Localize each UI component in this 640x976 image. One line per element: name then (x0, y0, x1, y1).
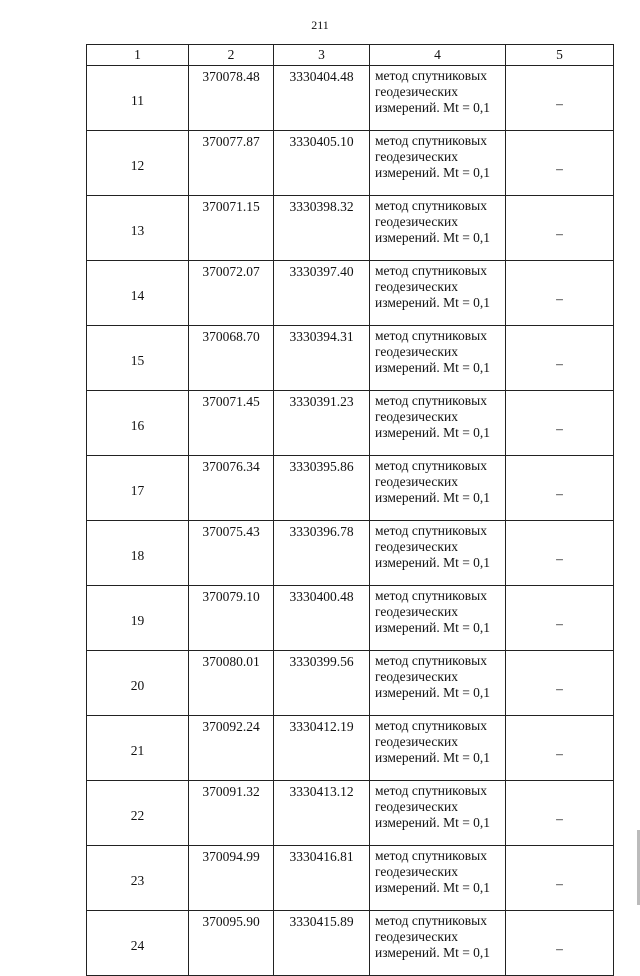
table-row (87, 131, 614, 196)
note-cell: – (506, 651, 614, 716)
method-cell: метод спутниковых геодезических измерений. Mt = 0,1 (370, 196, 506, 261)
header-row (87, 45, 614, 66)
column-header-4: 4 (370, 45, 506, 66)
column-header-5: 5 (506, 45, 614, 66)
method-cell: метод спутниковых геодезических измерений. Mt = 0,1 (370, 326, 506, 391)
method-cell: метод спутниковых геодезических измерений. Mt = 0,1 (370, 131, 506, 196)
x-coordinate-cell: 370091.32 (189, 781, 274, 846)
note-cell: – (506, 846, 614, 911)
table-row (87, 196, 614, 261)
table-row (87, 911, 614, 976)
y-coordinate-cell: 3330400.48 (274, 586, 370, 651)
point-number-cell: 11 (87, 66, 189, 131)
table-row (87, 586, 614, 651)
y-coordinate-cell: 3330405.10 (274, 131, 370, 196)
y-coordinate-cell: 3330396.78 (274, 521, 370, 586)
y-coordinate-cell: 3330397.40 (274, 261, 370, 326)
x-coordinate-cell: 370077.87 (189, 131, 274, 196)
page-number: 211 (311, 18, 329, 32)
note-cell: – (506, 456, 614, 521)
y-coordinate-cell: 3330394.31 (274, 326, 370, 391)
note-cell: – (506, 66, 614, 131)
method-cell: метод спутниковых геодезических измерений. Mt = 0,1 (370, 716, 506, 781)
method-cell: метод спутниковых геодезических измерений. Mt = 0,1 (370, 66, 506, 131)
y-coordinate-cell: 3330398.32 (274, 196, 370, 261)
note-cell: – (506, 521, 614, 586)
point-number-cell: 22 (87, 781, 189, 846)
note-cell: – (506, 326, 614, 391)
table-row (87, 456, 614, 521)
x-coordinate-cell: 370078.48 (189, 66, 274, 131)
point-number-cell: 24 (87, 911, 189, 976)
point-number-cell: 15 (87, 326, 189, 391)
coordinates-table (86, 44, 614, 976)
x-coordinate-cell: 370075.43 (189, 521, 274, 586)
point-number-cell: 12 (87, 131, 189, 196)
x-coordinate-cell: 370071.15 (189, 196, 274, 261)
point-number-cell: 18 (87, 521, 189, 586)
method-cell: метод спутниковых геодезических измерений. Mt = 0,1 (370, 911, 506, 976)
note-cell: – (506, 261, 614, 326)
column-header-2: 2 (189, 45, 274, 66)
y-coordinate-cell: 3330413.12 (274, 781, 370, 846)
note-cell: – (506, 196, 614, 261)
note-cell: – (506, 781, 614, 846)
note-cell: – (506, 911, 614, 976)
y-coordinate-cell: 3330399.56 (274, 651, 370, 716)
y-coordinate-cell: 3330404.48 (274, 66, 370, 131)
note-cell: – (506, 716, 614, 781)
table-row (87, 716, 614, 781)
note-cell: – (506, 391, 614, 456)
point-number-cell: 23 (87, 846, 189, 911)
x-coordinate-cell: 370095.90 (189, 911, 274, 976)
point-number-cell: 17 (87, 456, 189, 521)
method-cell: метод спутниковых геодезических измерений. Mt = 0,1 (370, 651, 506, 716)
x-coordinate-cell: 370076.34 (189, 456, 274, 521)
x-coordinate-cell: 370092.24 (189, 716, 274, 781)
table-row (87, 261, 614, 326)
point-number-cell: 21 (87, 716, 189, 781)
x-coordinate-cell: 370068.70 (189, 326, 274, 391)
y-coordinate-cell: 3330395.86 (274, 456, 370, 521)
table-body (87, 66, 614, 976)
note-cell: – (506, 586, 614, 651)
method-cell: метод спутниковых геодезических измерений. Mt = 0,1 (370, 456, 506, 521)
table-row (87, 651, 614, 716)
method-cell: метод спутниковых геодезических измерений. Mt = 0,1 (370, 391, 506, 456)
table-row (87, 66, 614, 131)
x-coordinate-cell: 370072.07 (189, 261, 274, 326)
y-coordinate-cell: 3330415.89 (274, 911, 370, 976)
point-number-cell: 19 (87, 586, 189, 651)
column-header-1: 1 (87, 45, 189, 66)
point-number-cell: 13 (87, 196, 189, 261)
method-cell: метод спутниковых геодезических измерений. Mt = 0,1 (370, 846, 506, 911)
point-number-cell: 14 (87, 261, 189, 326)
y-coordinate-cell: 3330416.81 (274, 846, 370, 911)
y-coordinate-cell: 3330412.19 (274, 716, 370, 781)
method-cell: метод спутниковых геодезических измерений. Mt = 0,1 (370, 521, 506, 586)
table-row (87, 846, 614, 911)
table-row (87, 781, 614, 846)
table-row (87, 391, 614, 456)
y-coordinate-cell: 3330391.23 (274, 391, 370, 456)
column-header-3: 3 (274, 45, 370, 66)
method-cell: метод спутниковых геодезических измерений. Mt = 0,1 (370, 586, 506, 651)
table-row (87, 326, 614, 391)
x-coordinate-cell: 370080.01 (189, 651, 274, 716)
point-number-cell: 20 (87, 651, 189, 716)
method-cell: метод спутниковых геодезических измерений. Mt = 0,1 (370, 781, 506, 846)
note-cell: – (506, 131, 614, 196)
method-cell: метод спутниковых геодезических измерений. Mt = 0,1 (370, 261, 506, 326)
x-coordinate-cell: 370094.99 (189, 846, 274, 911)
x-coordinate-cell: 370079.10 (189, 586, 274, 651)
table-row (87, 521, 614, 586)
point-number-cell: 16 (87, 391, 189, 456)
x-coordinate-cell: 370071.45 (189, 391, 274, 456)
